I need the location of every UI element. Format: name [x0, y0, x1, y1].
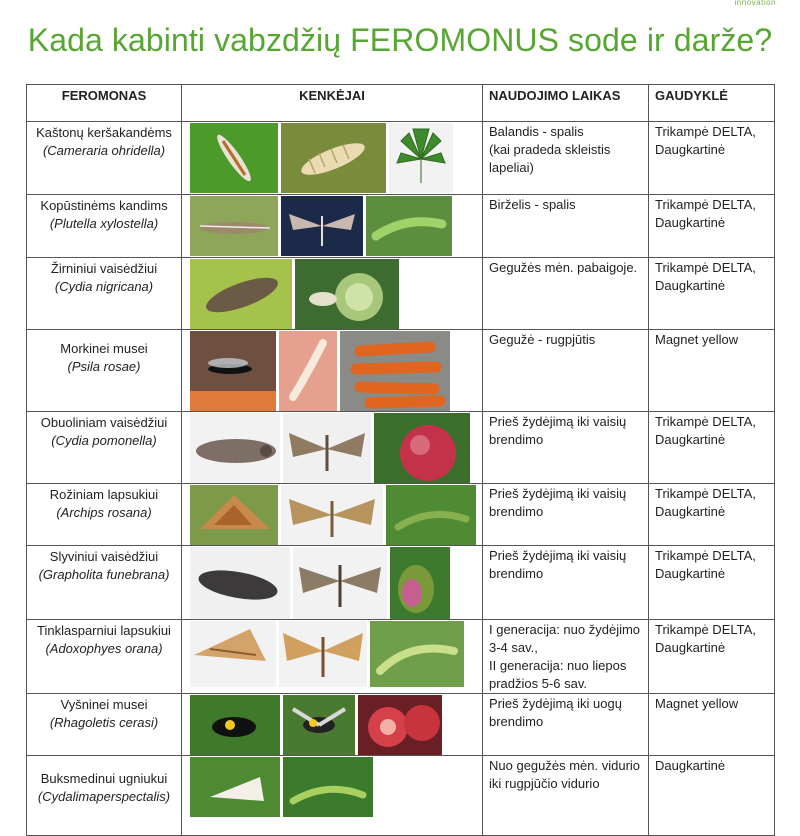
page-title: Kada kabinti vabzdžių FEROMONUS sode ir darže?: [27, 22, 773, 58]
pheromone-name: Obuoliniam vaisėdžiui: [40, 415, 168, 430]
pheromone-name: Buksmedinui ugniukui: [40, 771, 168, 786]
usage-time: [483, 258, 649, 330]
pheromone-cell: [27, 484, 182, 546]
usage-time: [483, 546, 649, 620]
table-row: [27, 546, 775, 620]
usage-time-text: Prieš žydėjimą iki uogų brendimo: [489, 696, 622, 729]
trap-type: [649, 330, 775, 412]
pest-photo: [340, 331, 450, 411]
pest-photo: [295, 259, 399, 329]
pest-photo: [279, 621, 367, 687]
col-header-pheromone: FEROMONAS: [27, 85, 182, 122]
pheromone-scientific-name: (Rhagoletis cerasi): [49, 715, 159, 730]
usage-time-text: Prieš žydėjimą iki vaisių brendimo: [489, 486, 627, 519]
pest-photo: [190, 196, 278, 256]
pest-photo: [281, 123, 386, 193]
usage-time-text: Prieš žydėjimą iki vaisių brendimo: [489, 414, 627, 447]
col-header-trap: GAUDYKLĖ: [649, 85, 775, 122]
pest-photo: [190, 485, 278, 545]
pheromone-scientific-name: (Plutella xylostella): [49, 216, 159, 231]
trap-type: [649, 694, 775, 756]
table-row: [27, 122, 775, 195]
pheromone-name: Kopūstinėms kandims: [40, 198, 168, 213]
pheromone-cell: [27, 195, 182, 258]
pest-photo: [190, 331, 276, 411]
pheromone-name: Žirniniui vaisėdžiui: [50, 261, 158, 276]
pest-images-cell: [182, 412, 483, 484]
pest-images-cell: [182, 620, 483, 694]
pest-images-cell: [182, 546, 483, 620]
usage-time-text: Gegužė - rugpjūtis: [489, 332, 596, 347]
trap-type-text: Magnet yellow: [655, 332, 739, 347]
trap-type-text: Trikampė DELTA, Daugkartinė: [655, 414, 756, 447]
trap-type: [649, 620, 775, 694]
pest-photo: [390, 547, 450, 619]
table-row: [27, 756, 775, 836]
usage-time-text: Nuo gegužės mėn. vidurio iki rugpjūčio vidurio: [489, 758, 641, 791]
trap-type-text: Trikampė DELTA, Daugkartinė: [655, 124, 756, 157]
pheromone-cell: [27, 412, 182, 484]
pheromone-name: Rožiniam lapsukiui: [49, 487, 159, 502]
table-row: [27, 258, 775, 330]
trap-type: [649, 546, 775, 620]
table-row: [27, 412, 775, 484]
pheromone-cell: [27, 756, 182, 836]
trap-type: [649, 258, 775, 330]
pest-images-cell: [182, 122, 483, 195]
pheromone-cell: [27, 258, 182, 330]
pheromone-scientific-name: (Cydia pomonella): [51, 433, 157, 448]
pest-images-cell: [182, 484, 483, 546]
pest-photo: [190, 621, 276, 687]
pest-photo: [190, 259, 292, 329]
trap-type: [649, 756, 775, 836]
pest-photo: [386, 485, 476, 545]
pest-photo: [283, 413, 371, 483]
table-row: [27, 484, 775, 546]
pest-photo: [279, 331, 337, 411]
table-row: [27, 694, 775, 756]
trap-type-text: Magnet yellow: [655, 696, 739, 711]
trap-type-text: Trikampė DELTA, Daugkartinė: [655, 197, 756, 230]
table-row: [27, 330, 775, 412]
pest-images-cell: [182, 195, 483, 258]
pheromone-scientific-name: (Archips rosana): [56, 505, 152, 520]
pheromone-scientific-name: (Cydia nigricana): [54, 279, 154, 294]
pest-photo: [293, 547, 387, 619]
table-row: [27, 620, 775, 694]
pest-images-cell: [182, 258, 483, 330]
trap-type: [649, 484, 775, 546]
trap-type: [649, 195, 775, 258]
pheromone-scientific-name: (Adoxophyes orana): [45, 641, 163, 656]
pheromone-name: Vyšninei musei: [60, 697, 148, 712]
pest-photo: [281, 485, 383, 545]
trap-type-text: Trikampė DELTA, Daugkartinė: [655, 260, 756, 293]
pest-photo: [389, 123, 453, 193]
pheromone-scientific-name: (Cameraria ohridella): [42, 143, 166, 158]
pest-images-cell: [182, 756, 483, 836]
pest-photo: [283, 757, 373, 817]
pheromone-name: Morkinei musei: [60, 341, 148, 356]
pest-photo: [374, 413, 470, 483]
usage-time: [483, 484, 649, 546]
trap-type: [649, 412, 775, 484]
usage-time: [483, 122, 649, 195]
table-header-row: [27, 85, 775, 122]
pest-photo: [190, 413, 280, 483]
usage-time-text: I generacija: nuo žydėjimo 3-4 sav., II generacija: nuo liepos pradžios 5-6 sav.: [489, 622, 641, 691]
col-header-time: NAUDOJIMO LAIKAS: [483, 85, 649, 122]
usage-time-text: Balandis - spalis (kai pradeda skleistis lapeliai): [489, 124, 611, 175]
trap-type-text: Daugkartinė: [655, 758, 726, 773]
trap-type-text: Trikampė DELTA, Daugkartinė: [655, 486, 756, 519]
pest-photo: [190, 757, 280, 817]
usage-time: [483, 756, 649, 836]
pest-photo: [283, 695, 355, 755]
pest-photo: [190, 695, 280, 755]
pest-photo: [358, 695, 442, 755]
pheromone-scientific-name: (Cydalimaperspectalis): [37, 789, 171, 804]
pheromone-name: Tinklasparniui lapsukiui: [37, 623, 171, 638]
usage-time: [483, 620, 649, 694]
trap-type-text: Trikampė DELTA, Daugkartinė: [655, 548, 756, 581]
pest-photo: [190, 123, 278, 193]
pheromone-scientific-name: (Psila rosae): [67, 359, 141, 374]
usage-time: [483, 195, 649, 258]
pest-photo: [366, 196, 452, 256]
usage-time-text: Gegužės mėn. pabaigoje.: [489, 260, 638, 275]
pheromone-cell: [27, 330, 182, 412]
table-row: [27, 195, 775, 258]
pheromone-cell: [27, 694, 182, 756]
pest-photo: [281, 196, 363, 256]
brand-tagline: innovation: [734, 0, 776, 7]
usage-time: [483, 412, 649, 484]
trap-type: [649, 122, 775, 195]
pheromone-scientific-name: (Grapholita funebrana): [38, 567, 170, 582]
usage-time: [483, 330, 649, 412]
pest-photo: [190, 547, 290, 619]
pheromone-cell: [27, 620, 182, 694]
trap-type-text: Trikampė DELTA, Daugkartinė: [655, 622, 756, 655]
pest-images-cell: [182, 694, 483, 756]
pheromone-cell: [27, 546, 182, 620]
pheromone-name: Kaštonų keršakandėms: [36, 125, 172, 140]
col-header-pests: KENKĖJAI: [182, 85, 483, 122]
usage-time-text: Birželis - spalis: [489, 197, 576, 212]
pheromone-cell: [27, 122, 182, 195]
pheromone-name: Slyviniui vaisėdžiui: [49, 549, 159, 564]
usage-time-text: Prieš žydėjimą iki vaisių brendimo: [489, 548, 627, 581]
usage-time: [483, 694, 649, 756]
pheromone-table: [26, 84, 775, 836]
pest-images-cell: [182, 330, 483, 412]
pest-photo: [370, 621, 464, 687]
